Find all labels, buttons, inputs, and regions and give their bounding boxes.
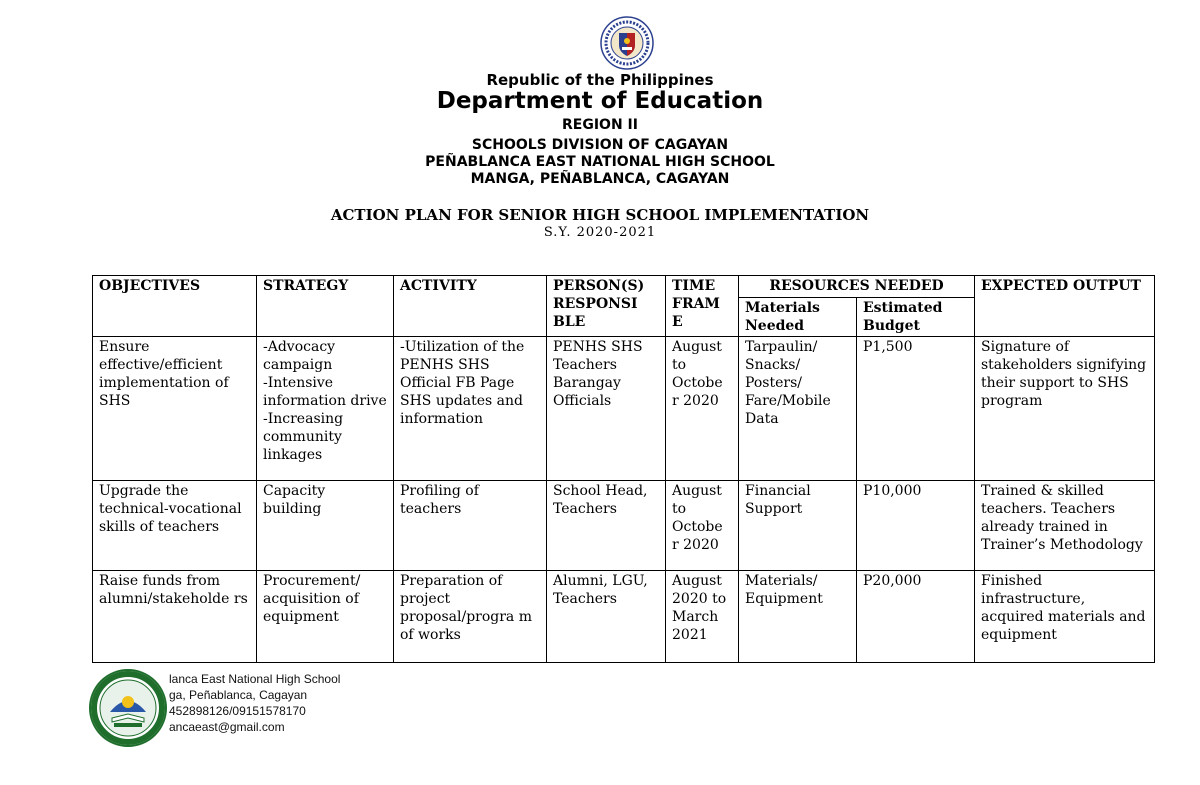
header-materials-needed: Materials Needed — [739, 298, 857, 337]
address-heading: MANGA, PEÑABLANCA, CAGAYAN — [470, 171, 730, 187]
time-frame-cell: August to Octobe r 2020 — [666, 337, 739, 481]
objective-cell: Ensure effective/efficient implementation of SHS — [93, 337, 257, 481]
output-cell: Trained & skilled teachers. Teachers already trained in Trainer’s Methodology — [975, 481, 1155, 571]
output-cell: Finished infrastructure, acquired materials and equipment — [975, 571, 1155, 663]
footer-address: ga, Peñablanca, Cagayan — [169, 688, 308, 702]
budget-cell: P1,500 — [857, 337, 975, 481]
table-row — [93, 337, 1155, 481]
header-time-frame: TIME FRAM E — [666, 276, 739, 337]
activity-cell: -Utilization of the PENHS SHS Official FB Page SHS updates and information — [394, 337, 547, 481]
output-cell: Signature of stakeholders signifying their support to SHS program — [975, 337, 1155, 481]
activity-cell: Profiling of teachers — [394, 481, 547, 571]
region-heading: REGION II — [562, 117, 638, 133]
persons-cell: School Head, Teachers — [547, 481, 666, 571]
deped-seal-icon — [600, 16, 654, 70]
header-estimated-budget: Estimated Budget — [857, 298, 975, 337]
materials-cell: Financial Support — [739, 481, 857, 571]
persons-cell: Alumni, LGU, Teachers — [547, 571, 666, 663]
budget-cell: P10,000 — [857, 481, 975, 571]
table-row — [93, 571, 1155, 663]
materials-cell: Tarpaulin/ Snacks/ Posters/ Fare/Mobile Data — [739, 337, 857, 481]
objective-cell: Upgrade the technical-vocational skills of teachers — [93, 481, 257, 571]
strategy-cell: -Advocacy campaign -Intensive information drive -Increasing community linkages — [257, 337, 394, 481]
department-heading: Department of Education — [436, 88, 764, 114]
time-frame-cell: August to Octobe r 2020 — [666, 481, 739, 571]
budget-cell: P20,000 — [857, 571, 975, 663]
activity-cell: Preparation of project proposal/progra m of works — [394, 571, 547, 663]
time-frame-cell: August 2020 to March 2021 — [666, 571, 739, 663]
action-plan-table — [92, 275, 1155, 663]
header-objectives: OBJECTIVES — [93, 276, 257, 337]
header-resources-needed: RESOURCES NEEDED — [739, 276, 975, 298]
materials-cell: Materials/ Equipment — [739, 571, 857, 663]
header-expected-output: EXPECTED OUTPUT — [975, 276, 1155, 337]
footer-email: ancaeast@gmail.com — [169, 720, 285, 734]
header-strategy: STRATEGY — [257, 276, 394, 337]
republic-heading: Republic of the Philippines — [486, 71, 714, 89]
footer-phone: 452898126/09151578170 — [169, 704, 306, 718]
persons-cell: PENHS SHS Teachers Barangay Officials — [547, 337, 666, 481]
strategy-cell: Capacity building — [257, 481, 394, 571]
objective-cell: Raise funds from alumni/stakeholde rs — [93, 571, 257, 663]
table-row — [93, 481, 1155, 571]
school-footer — [88, 668, 388, 768]
division-heading: SCHOOLS DIVISION OF CAGAYAN — [471, 137, 729, 153]
strategy-cell: Procurement/ acquisition of equipment — [257, 571, 394, 663]
school-logo-icon — [88, 668, 168, 748]
footer-school-name: lanca East National High School — [169, 672, 341, 686]
school-heading: PEÑABLANCA EAST NATIONAL HIGH SCHOOL — [425, 154, 775, 170]
header-activity: ACTIVITY — [394, 276, 547, 337]
school-year: S.Y. 2020-2021 — [543, 225, 657, 240]
header-persons-responsible: PERSON(S) RESPONSI BLE — [547, 276, 666, 337]
document-title: ACTION PLAN FOR SENIOR HIGH SCHOOL IMPLEMENTATION — [330, 206, 870, 224]
